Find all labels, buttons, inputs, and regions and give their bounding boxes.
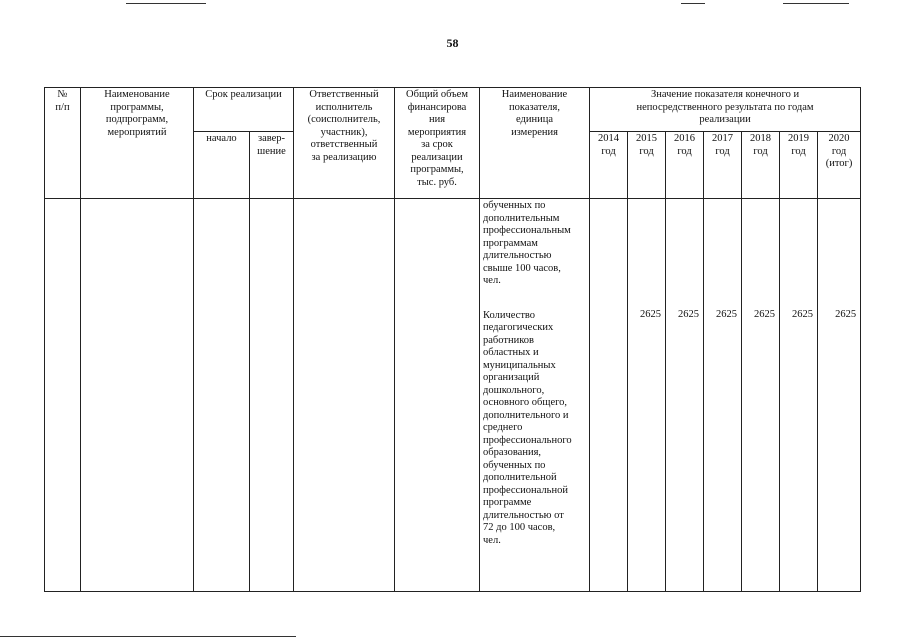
indicator-text: Количество педагогических работников областных и муниципальных организаций дошкольного, основного общего, дополнительного и среднего профессионального образования, обученных по дополнительной профессиональной программе длительностью от 72 до 100 часов, чел.	[483, 309, 572, 546]
value-2016: 2625	[678, 309, 700, 320]
cell-term-end	[250, 199, 294, 592]
header-year-2019: 2019 год	[780, 132, 818, 199]
value-2015: 2625	[640, 309, 662, 320]
header-executor: Ответственный исполнитель (соисполнитель, участник), ответственный за реализацию	[294, 88, 395, 199]
cell-value-2017	[704, 199, 742, 592]
value-2018: 2625	[754, 309, 776, 320]
cell-name	[81, 199, 194, 592]
cell-indicator	[480, 199, 590, 592]
header-year-2014: 2014 год	[590, 132, 628, 199]
header-volume: Общий объем финансирова ния мероприятия за срок реализации программы, тыс. руб.	[395, 88, 480, 199]
header-term-start: начало	[194, 132, 250, 199]
scan-line-top-left	[126, 3, 206, 4]
program-table	[44, 87, 861, 592]
cell-value-2014	[590, 199, 628, 592]
value-2020: 2625	[835, 309, 857, 320]
value-2017: 2625	[716, 309, 738, 320]
header-num: № п/п	[45, 88, 81, 199]
header-year-2016: 2016 год	[666, 132, 704, 199]
header-year-2015: 2015 год	[628, 132, 666, 199]
header-year-2018: 2018 год	[742, 132, 780, 199]
header-term-end: завер- шение	[250, 132, 294, 199]
scan-line-bottom-left	[0, 636, 296, 637]
cell-term-start	[194, 199, 250, 592]
header-indicator: Наименование показателя, единица измерения	[480, 88, 590, 199]
cell-volume	[395, 199, 480, 592]
scan-line-top-right-1	[681, 3, 705, 4]
header-name: Наименование программы, подпрограмм, мероприятий	[81, 88, 194, 199]
cell-value-2016	[666, 199, 704, 592]
value-2019: 2625	[792, 309, 814, 320]
header-values-group: Значение показателя конечного и непосредственного результата по годам реализации	[590, 88, 861, 132]
page-number: 58	[446, 36, 459, 50]
cell-value-2015	[628, 199, 666, 592]
cell-value-2018	[742, 199, 780, 592]
cell-num	[45, 199, 81, 592]
table-row	[45, 199, 861, 592]
cell-value-2019	[780, 199, 818, 592]
header-term: Срок реализации	[194, 88, 294, 132]
cell-value-2020	[818, 199, 861, 592]
scan-line-top-right-2	[783, 3, 849, 4]
header-year-2020: 2020 год (итог)	[818, 132, 861, 199]
indicator-text: обученных по дополнительным профессиональным программам длительностью свыше 100 часов, чел.	[483, 200, 571, 286]
cell-executor	[294, 199, 395, 592]
header-year-2017: 2017 год	[704, 132, 742, 199]
